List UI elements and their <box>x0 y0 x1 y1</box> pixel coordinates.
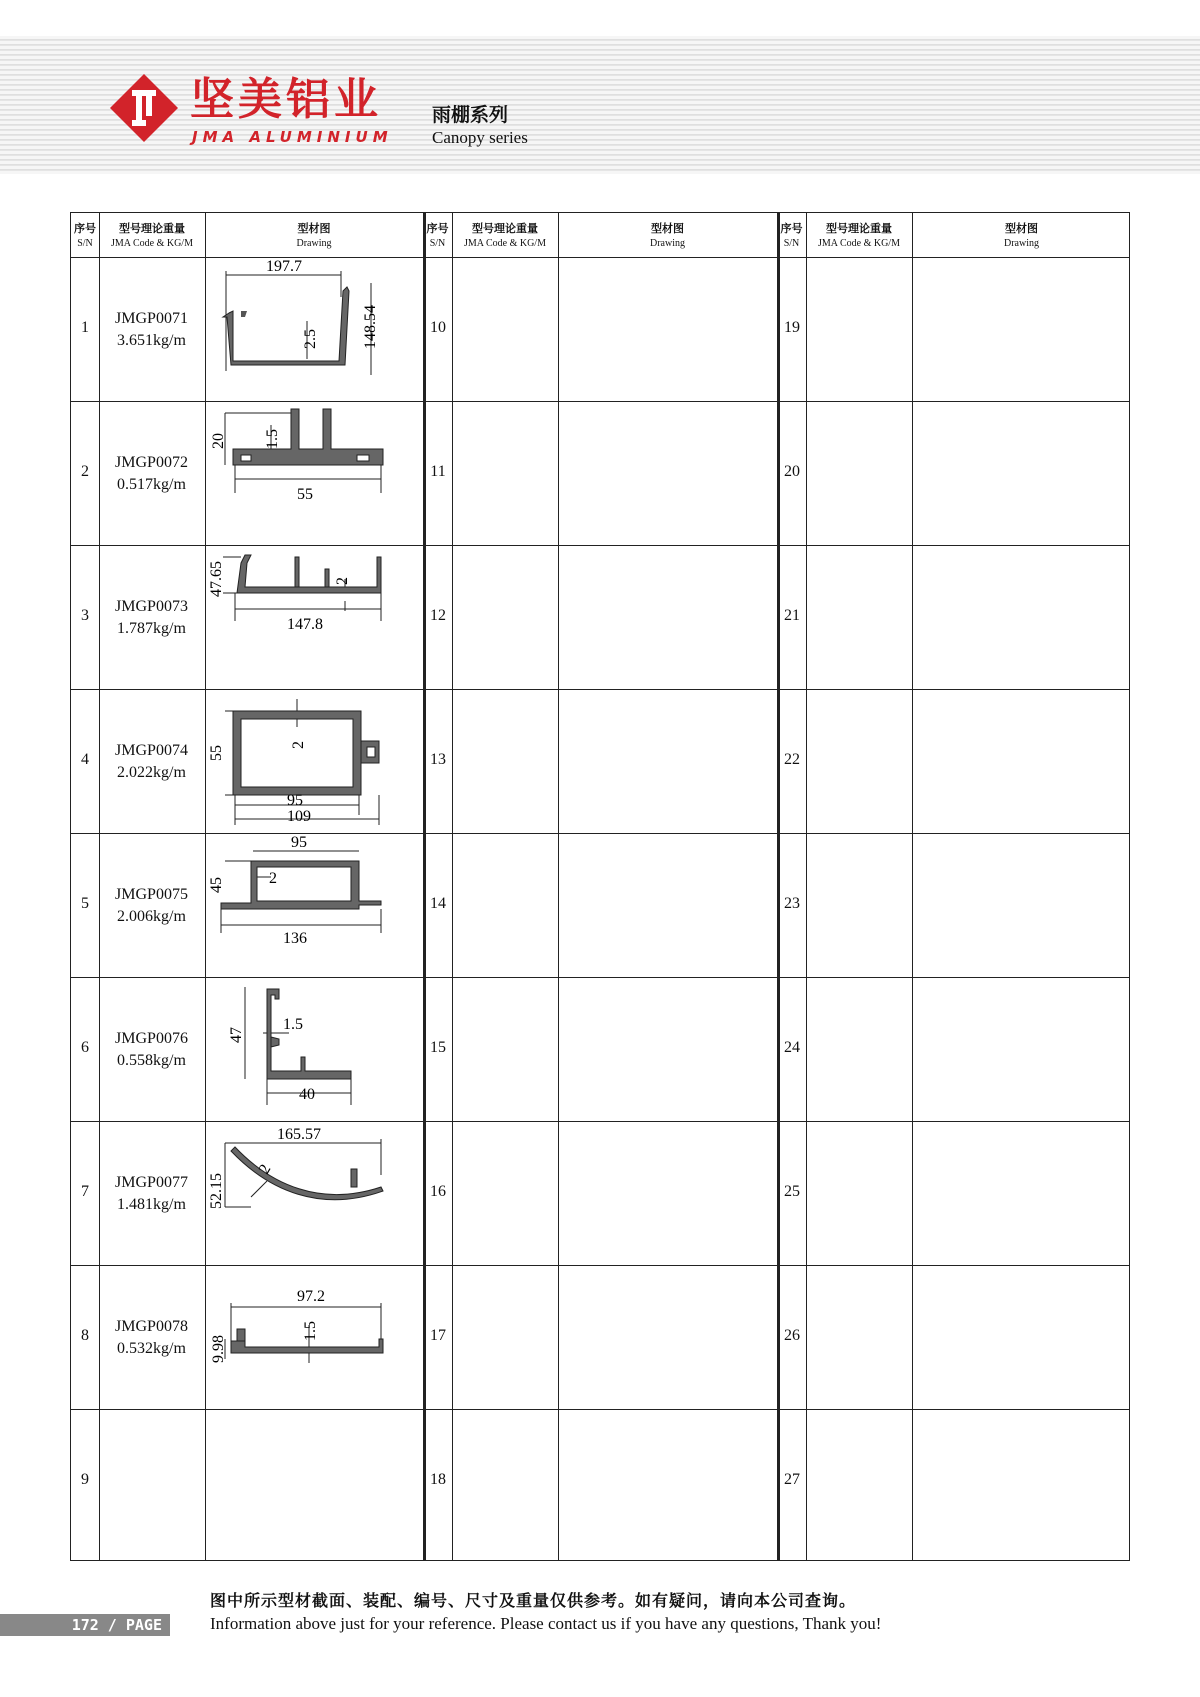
header-code: 型号理论重量 JMA Code & KG/M <box>464 222 546 249</box>
row-sn: 12 <box>430 607 446 624</box>
jma-logo-icon <box>108 72 180 144</box>
header-drawing: 型材图 Drawing <box>650 222 685 249</box>
dim-width: 55 <box>297 486 313 503</box>
dim-width: 97.2 <box>297 1288 325 1305</box>
brand-name-en: JMA ALUMINIUM <box>192 128 393 146</box>
dim-thickness: 2 <box>290 741 307 749</box>
header-code: 型号理论重量 JMA Code & KG/M <box>111 222 193 249</box>
column-divider <box>205 213 206 1560</box>
row-sn: 19 <box>784 319 800 336</box>
row-sn: 11 <box>430 463 446 480</box>
dim-thickness: 1.5 <box>264 429 281 449</box>
page-number: 172 / PAGE <box>0 1614 170 1636</box>
dim-thickness: 2 <box>255 1161 275 1177</box>
dim-thickness: 2 <box>269 870 277 887</box>
product-code: JMGP0076 0.558kg/m <box>115 1030 188 1069</box>
dim-height: 9.98 <box>210 1335 227 1363</box>
row-sn: 10 <box>430 319 446 336</box>
dim-height: 47 <box>228 1027 245 1043</box>
series-title-cn: 雨棚系列 <box>432 104 509 126</box>
brand-name-cn: 坚美铝业 <box>190 74 382 125</box>
profile-drawing-jmgp0071 <box>211 258 419 399</box>
dim-thickness: 1.5 <box>302 1321 319 1341</box>
row-sn: 20 <box>784 463 800 480</box>
row-sn: 6 <box>81 1039 89 1056</box>
column-divider <box>452 213 453 1560</box>
row-sn: 5 <box>81 895 89 912</box>
row-sn: 24 <box>784 1039 800 1056</box>
row-divider <box>71 257 1129 258</box>
dim-width: 197.7 <box>266 258 302 275</box>
row-divider <box>71 401 1129 402</box>
dim-height: 55 <box>208 745 225 761</box>
row-sn: 18 <box>430 1471 446 1488</box>
product-code: JMGP0075 2.006kg/m <box>115 886 188 925</box>
header-code: 型号理论重量 JMA Code & KG/M <box>818 222 900 249</box>
dim-height: 47.65 <box>208 561 225 597</box>
header-band <box>0 36 1200 174</box>
dim-width: 165.57 <box>277 1126 321 1143</box>
column-divider <box>912 213 913 1560</box>
row-sn: 16 <box>430 1183 446 1200</box>
dim-inner-width: 95 <box>287 792 303 809</box>
row-divider <box>71 545 1129 546</box>
header-drawing: 型材图 Drawing <box>1004 222 1039 249</box>
row-sn: 9 <box>81 1471 89 1488</box>
footer-note-cn: 图中所示型材截面、装配、编号、尺寸及重量仅供参考。如有疑问，请向本公司查询。 <box>210 1591 857 1610</box>
profile-drawing-jmgp0073 <box>208 549 419 687</box>
profile-drawing-jmgp0075 <box>208 834 419 975</box>
row-sn: 13 <box>430 751 446 768</box>
dim-thickness: 2.5 <box>302 329 319 349</box>
row-divider <box>71 1121 1129 1122</box>
dim-thickness: 2 <box>334 577 351 585</box>
profile-drawing-jmgp0072 <box>211 405 419 543</box>
dim-width: 40 <box>299 1086 315 1103</box>
column-divider <box>423 213 426 1560</box>
product-code: JMGP0074 2.022kg/m <box>115 742 188 781</box>
product-code: JMGP0077 1.481kg/m <box>115 1174 188 1213</box>
product-code: JMGP0078 0.532kg/m <box>115 1318 188 1357</box>
row-sn: 3 <box>81 607 89 624</box>
catalogue-table <box>70 212 1130 1561</box>
row-sn: 22 <box>784 751 800 768</box>
row-sn: 26 <box>784 1327 800 1344</box>
dim-overall-width: 109 <box>287 808 311 825</box>
footer-note-en: Information above just for your reference. Please contact us if you have any questions, Thank you! <box>210 1614 882 1633</box>
header-drawing: 型材图 Drawing <box>296 222 332 249</box>
dim-height: 148.54 <box>362 305 379 349</box>
row-sn: 4 <box>81 751 89 768</box>
dim-thickness: 1.5 <box>283 1016 303 1033</box>
row-divider <box>71 1265 1129 1266</box>
row-sn: 25 <box>784 1183 800 1200</box>
row-sn: 7 <box>81 1183 89 1200</box>
profile-drawing-jmgp0074 <box>208 693 419 831</box>
row-divider <box>71 833 1129 834</box>
header-sn: 序号 S/N <box>74 222 96 249</box>
product-code: JMGP0071 3.651kg/m <box>115 310 188 349</box>
row-sn: 21 <box>784 607 800 624</box>
row-sn: 27 <box>784 1471 800 1488</box>
row-sn: 17 <box>430 1327 446 1344</box>
column-divider <box>806 213 807 1560</box>
row-sn: 2 <box>81 463 89 480</box>
row-sn: 15 <box>430 1039 446 1056</box>
row-sn: 1 <box>81 319 89 336</box>
dim-height: 45 <box>208 877 225 893</box>
row-divider <box>71 689 1129 690</box>
dim-height: 52.15 <box>208 1173 225 1209</box>
row-divider <box>71 977 1129 978</box>
profile-drawing-jmgp0078 <box>211 1269 419 1407</box>
dim-top-width: 95 <box>291 834 307 851</box>
dim-overall-width: 136 <box>283 930 307 947</box>
profile-drawing-jmgp0077 <box>208 1125 419 1263</box>
product-code: JMGP0072 0.517kg/m <box>115 454 188 493</box>
profile-drawing-jmgp0076 <box>211 981 419 1119</box>
dim-width: 147.8 <box>287 616 323 633</box>
header-sn: 序号 S/N <box>426 222 449 249</box>
product-code: JMGP0073 1.787kg/m <box>115 598 188 637</box>
row-sn: 8 <box>81 1327 89 1344</box>
header-sn: 序号 S/N <box>780 222 803 249</box>
series-title-en: Canopy series <box>432 128 528 147</box>
column-divider <box>558 213 559 1560</box>
column-divider <box>777 213 780 1560</box>
dim-height: 20 <box>210 433 227 449</box>
row-divider <box>71 1409 1129 1410</box>
row-sn: 14 <box>430 895 446 912</box>
row-sn: 23 <box>784 895 800 912</box>
